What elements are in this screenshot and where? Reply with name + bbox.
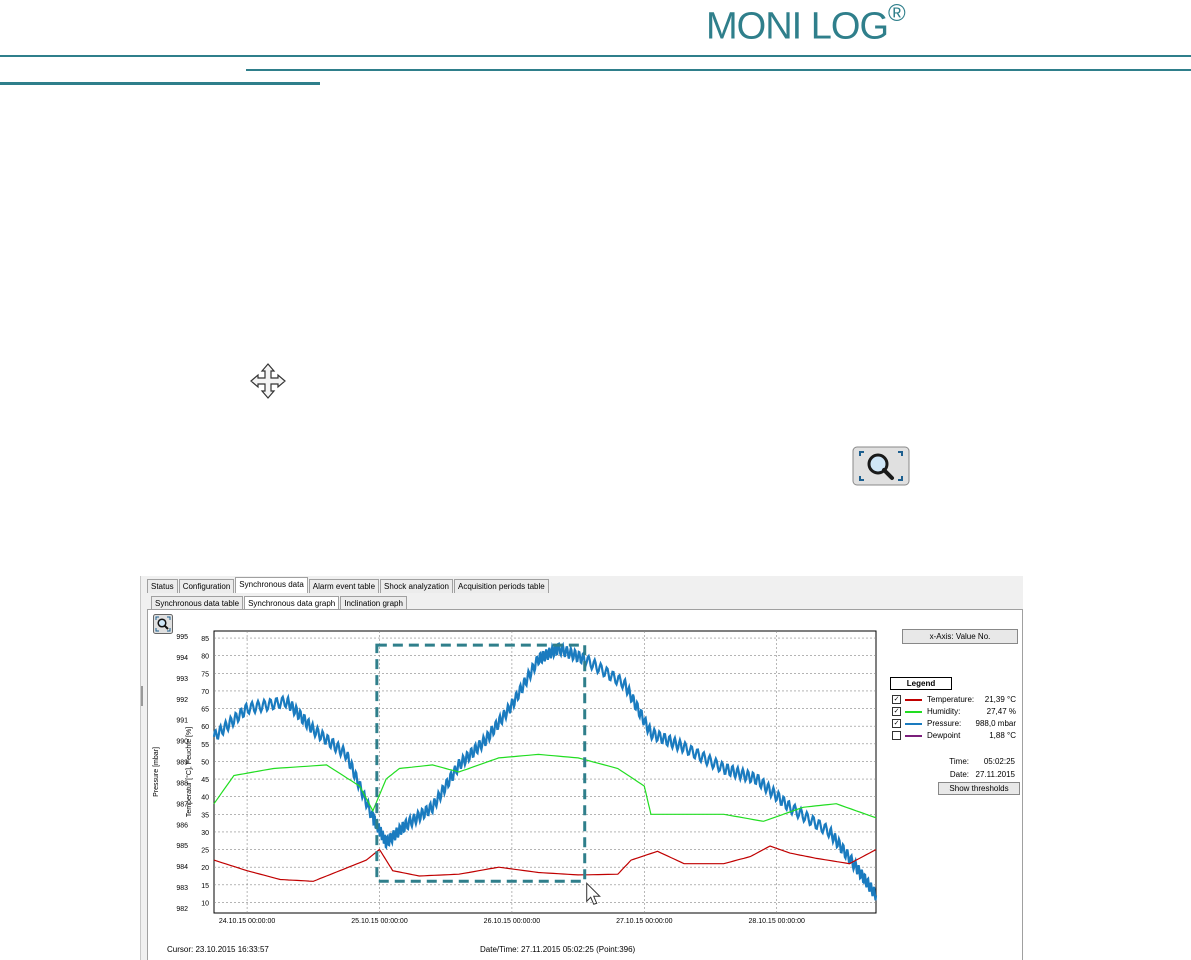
pressure-axis-label: Pressure [mbar]: [153, 747, 160, 797]
temp-tick-label: 15: [201, 882, 209, 890]
window-edge: [141, 686, 143, 706]
cursor-readout: Cursor: 23.10.2015 16:33:57: [167, 945, 269, 954]
legend-name: Humidity:: [927, 707, 961, 716]
app-window: [140, 576, 1023, 960]
subtab-synchronous-data-graph[interactable]: Synchronous data graph: [244, 596, 339, 610]
tab-configuration[interactable]: Configuration: [179, 579, 235, 593]
legend-name: Dewpoint: [927, 731, 961, 740]
x-tick-label: 24.10.15 00:00:00: [218, 918, 276, 925]
legend-time-row: [921, 756, 1019, 767]
x-axis-button[interactable]: x-Axis: Value No.: [902, 629, 1018, 644]
brand-logo: [706, 0, 905, 49]
tab-status[interactable]: Status: [147, 579, 178, 593]
legend-name: Temperature:: [927, 695, 975, 704]
temp-tick-label: 10: [201, 900, 209, 908]
temperature-axis-label: Temperatur [°C], Feuchte [%]: [186, 726, 193, 818]
legend-name: Pressure:: [927, 719, 962, 728]
temp-tick-label: 30: [201, 829, 209, 837]
tab-alarm-event-table[interactable]: Alarm event table: [309, 579, 379, 593]
legend-value: 1,88 °C: [989, 731, 1016, 740]
pressure-tick-label: 989: [176, 759, 188, 767]
datetime-readout: Date/Time: 27.11.2015 05:02:25 (Point:396): [480, 945, 636, 954]
subtab-synchronous-data-table[interactable]: Synchronous data table: [151, 596, 243, 610]
pressure-tick-label: 990: [176, 738, 188, 746]
temp-tick-label: 75: [201, 671, 209, 679]
pressure-tick-label: 988: [176, 780, 188, 788]
temp-tick-label: 70: [201, 688, 209, 696]
pressure-tick-label: 986: [176, 822, 188, 830]
time-label: Time:: [949, 757, 969, 766]
temp-tick-label: 40: [201, 794, 209, 802]
x-tick-label: 25.10.15 00:00:00: [351, 918, 408, 925]
date-value: 27.11.2015: [975, 770, 1015, 779]
legend-swatch: [905, 735, 922, 737]
legend-title: Legend: [890, 677, 952, 690]
temp-tick-label: 80: [201, 653, 209, 661]
brand-name: MONI LOG: [706, 5, 889, 48]
temp-tick-label: 45: [201, 777, 209, 785]
pressure-tick-label: 992: [176, 696, 188, 704]
time-value: 05:02:25: [983, 757, 1015, 766]
tab-acquisition-periods-table[interactable]: Acquisition periods table: [454, 579, 549, 593]
legend-value: 21,39 °C: [984, 695, 1016, 704]
move-arrows-icon: [249, 362, 287, 400]
legend-swatch: [905, 711, 922, 713]
header-rule-top: [0, 55, 1191, 57]
zoom-magnifier-icon[interactable]: [852, 446, 910, 486]
show-thresholds-button[interactable]: Show thresholds: [938, 782, 1020, 795]
pressure-tick-label: 995: [176, 634, 188, 641]
legend-swatch: [905, 699, 922, 701]
main-tabs: [147, 579, 550, 593]
pressure-tick-label: 994: [176, 654, 188, 662]
legend-item-temperature: [892, 694, 1022, 705]
tab-shock-analyzation[interactable]: Shock analyzation: [380, 579, 453, 593]
x-tick-label: 26.10.15 00:00:00: [483, 918, 541, 925]
x-tick-label: 28.10.15 00:00:00: [748, 918, 805, 925]
pressure-tick-label: 985: [176, 843, 188, 851]
synchronous-data-chart[interactable]: [151, 626, 881, 946]
pressure-tick-label: 993: [176, 675, 188, 683]
pressure-tick-label: 983: [176, 885, 188, 893]
temp-tick-label: 50: [201, 759, 209, 767]
legend-swatch: [905, 723, 922, 725]
pressure-tick-label: 984: [176, 864, 188, 872]
pressure-tick-label: 982: [176, 906, 188, 913]
legend-checkbox[interactable]: ✓: [893, 720, 900, 727]
pressure-tick-label: 991: [176, 717, 188, 725]
legend-item-humidity: [892, 706, 1022, 717]
pressure-tick-label: 987: [176, 801, 188, 809]
temp-tick-label: 25: [201, 847, 209, 855]
legend-value: 27,47 %: [986, 707, 1016, 716]
legend-item-pressure: [892, 718, 1022, 729]
legend-item-dewpoint: [892, 730, 1022, 741]
temp-tick-label: 20: [201, 865, 209, 873]
legend-checkbox[interactable]: ✓: [893, 708, 900, 715]
sub-tabs: [151, 596, 408, 610]
temp-tick-label: 55: [201, 741, 209, 749]
subtab-inclination-graph[interactable]: Inclination graph: [340, 596, 407, 610]
x-tick-label: 27.10.15 00:00:00: [616, 918, 673, 925]
temp-tick-label: 65: [201, 706, 209, 714]
legend-checkbox[interactable]: ✓: [893, 696, 900, 703]
date-label: Date:: [949, 770, 969, 779]
temp-tick-label: 60: [201, 724, 209, 732]
legend-checkbox[interactable]: [892, 731, 901, 740]
temp-tick-label: 35: [201, 812, 209, 820]
legend-value: 988,0 mbar: [975, 719, 1016, 728]
tab-synchronous-data[interactable]: Synchronous data: [235, 577, 308, 593]
header-rule-bottom: [0, 82, 320, 85]
temp-tick-label: 85: [201, 636, 209, 644]
legend-date-row: [921, 769, 1019, 780]
registered-mark: ®: [888, 0, 905, 27]
header-rule-middle: [246, 69, 1191, 71]
